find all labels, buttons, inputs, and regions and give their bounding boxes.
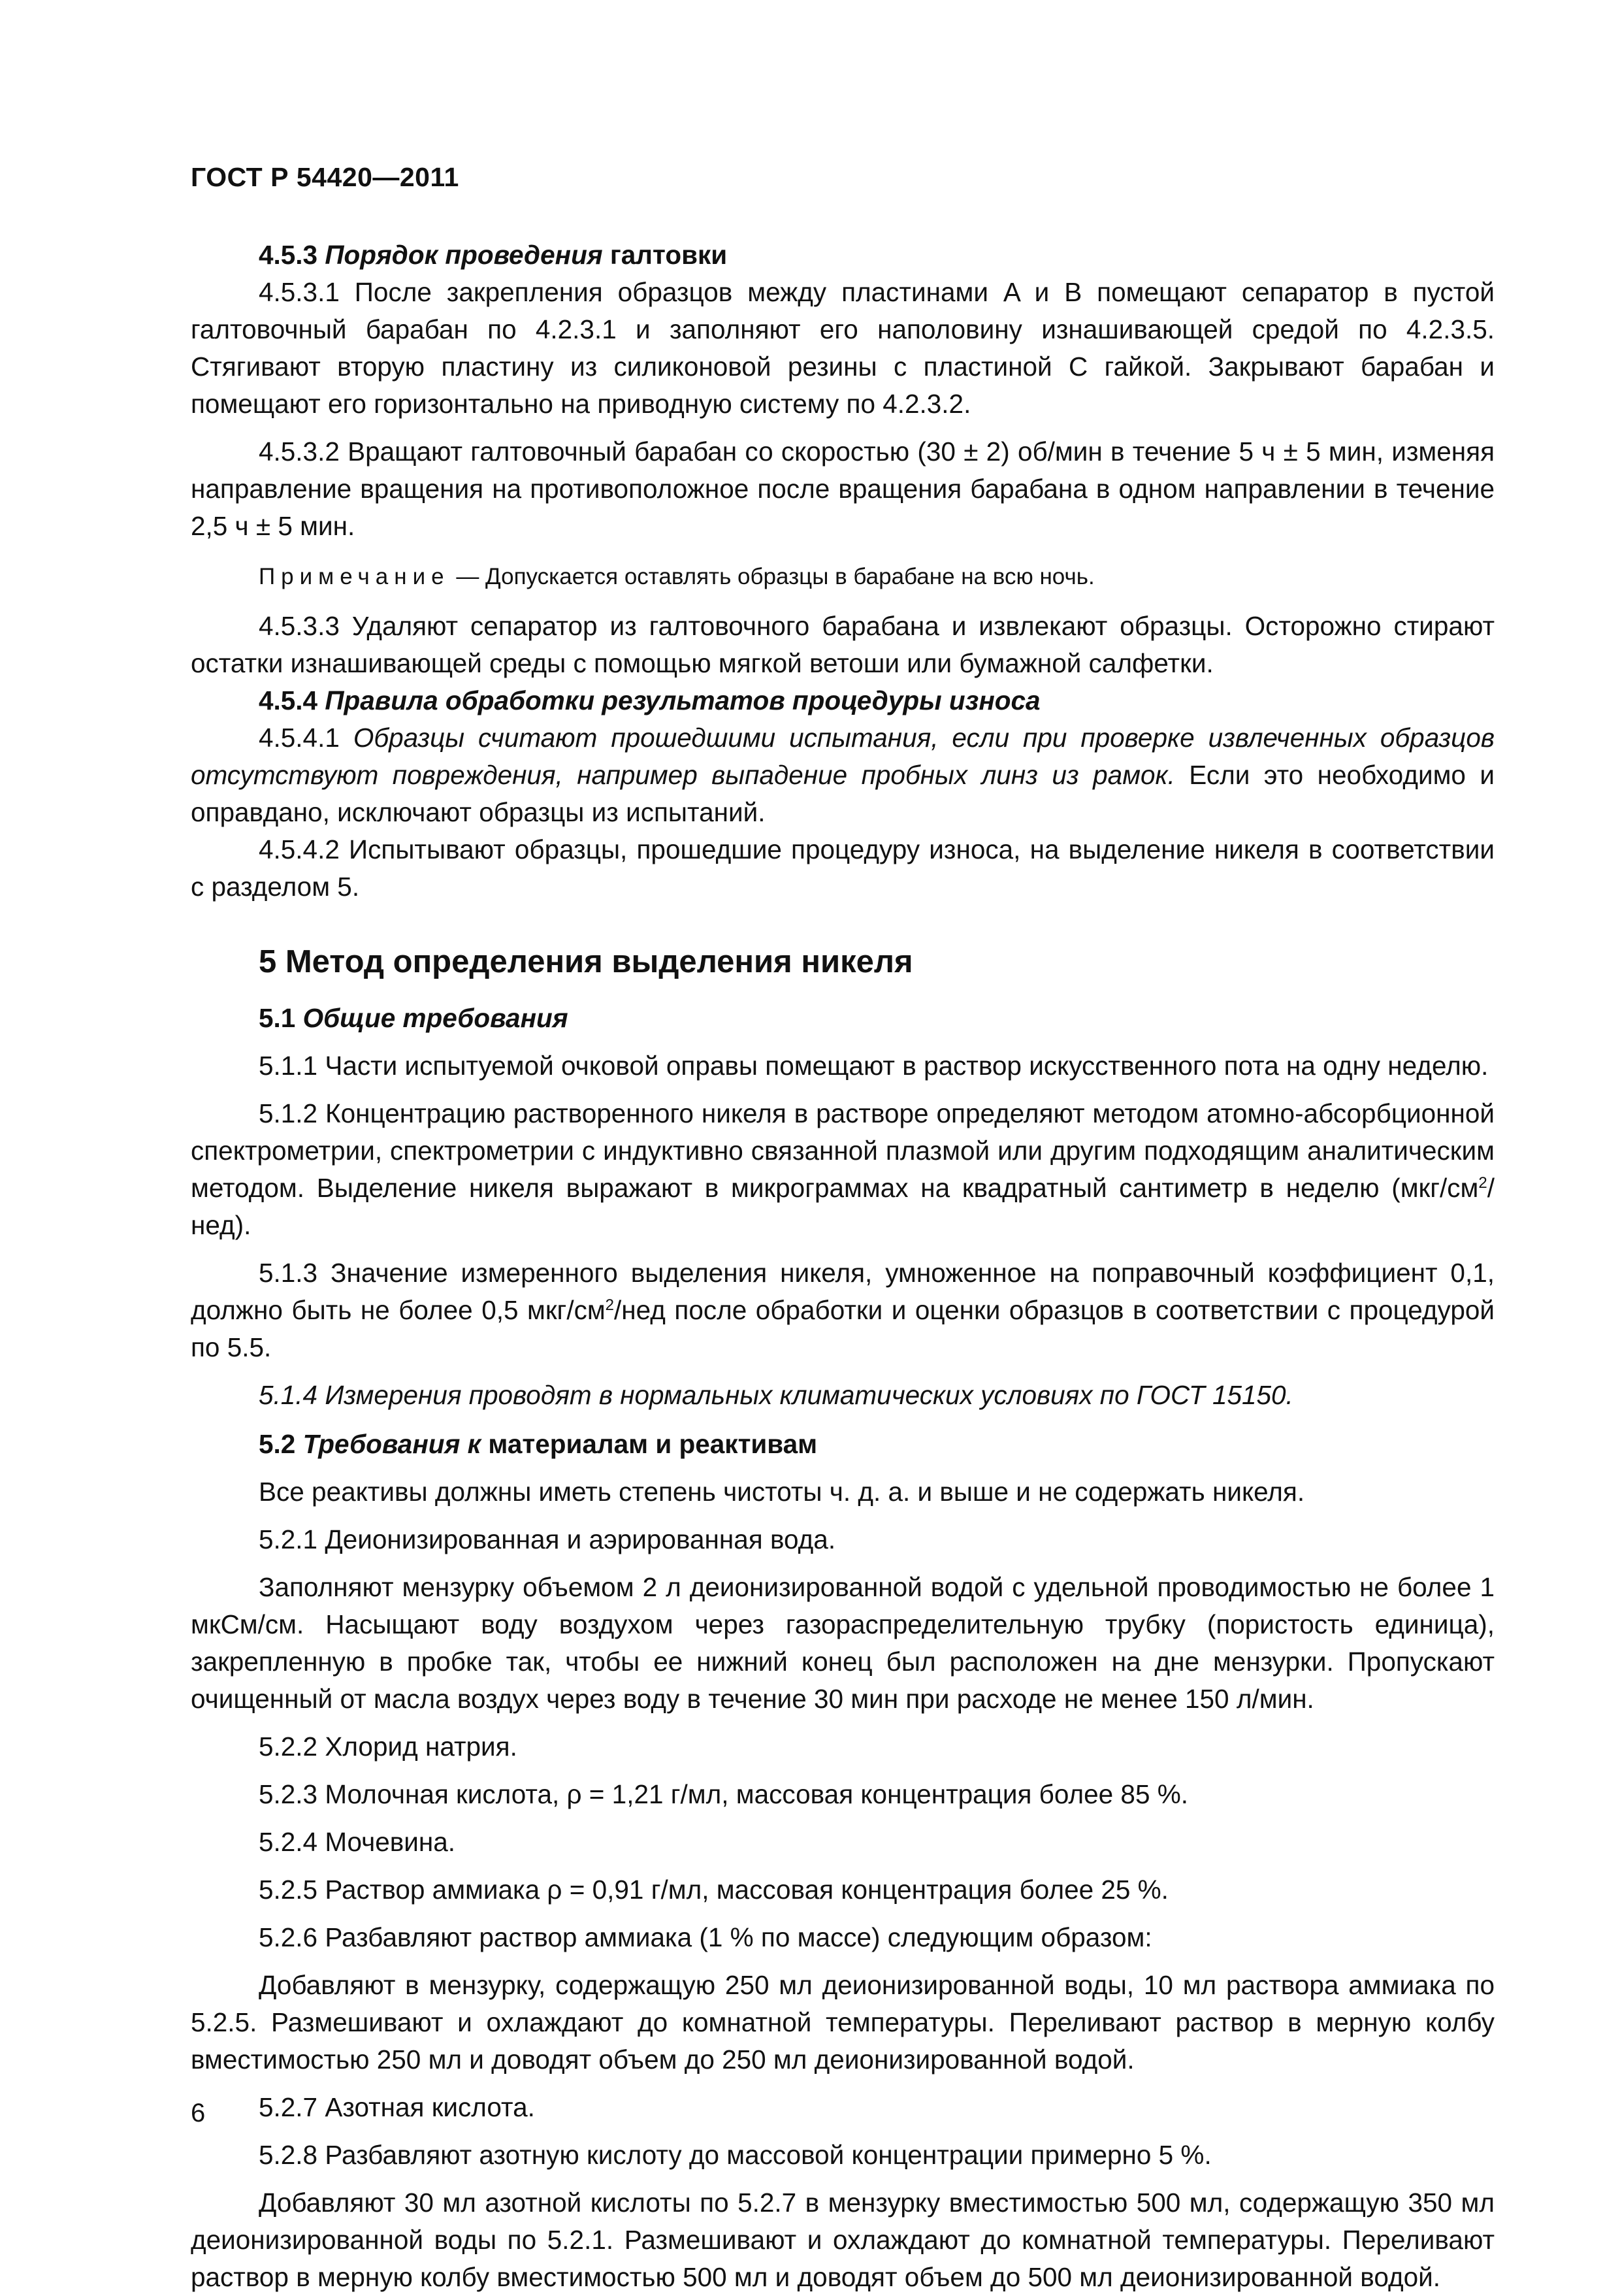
paragraph-5-1-2 — [191, 1095, 1495, 1244]
paragraph-4-5-3-2: 4.5.3.2 Вращают галтовочный барабан со скоростью (30 ± 2) об/мин в течение 5 ч ± 5 мин, изменяя направление вращения на противоположное после вращения барабана в одном направлении в течение 2,5 ч ± 5 мин. — [191, 436, 1495, 541]
section-title-italic: Порядок проведения — [325, 240, 603, 270]
paragraph-4-5-3-1: 4.5.3.1 После закрепления образцов между пластинами A и B помещают сепаратор в пустой галтовочный барабан по 4.2.3.1 и заполняют его наполовину изнашивающей средой по 4.2.3.5. Стягивают вторую пластину из силиконовой резины с пластиной C гайкой. Закрывают барабан и помещают его горизонтально на приводную систему по 4.2.3.2. — [191, 277, 1495, 419]
section-title: Общие требования — [302, 1003, 568, 1033]
paragraph-text: 5.1.3 Значение измеренного выделения никеля, умноженное на поправочный коэффициент 0,1, должно быть не более 0,5 мкг/см — [191, 1258, 1495, 1325]
section-number: 5.2 — [259, 1429, 296, 1459]
paragraph-5-2-6: 5.2.6 Разбавляют раствор аммиака (1 % по массе) следующим образом: — [259, 1922, 1152, 1952]
note — [259, 561, 1495, 593]
section-title-italic: Требования к — [302, 1429, 481, 1459]
paragraph-text: Если это необходимо и оправдано, исключают образцы из испытаний. — [191, 760, 1495, 827]
paragraph-4-5-4-2: 4.5.4.2 Испытывают образцы, прошедшие процедуру износа, на выделение никеля в соответствии с разделом 5. — [191, 834, 1495, 902]
page-body — [191, 237, 1495, 2296]
section-5-1-heading — [259, 1000, 1495, 1037]
paragraph-5-2-5: 5.2.5 Раствор аммиака ρ = 0,91 г/мл, массовая концентрация более 25 %. — [259, 1875, 1169, 1905]
paragraph-5-2-2: 5.2.2 Хлорид натрия. — [259, 1731, 517, 1762]
paragraph-5-2-8: 5.2.8 Разбавляют азотную кислоту до массовой концентрации примерно 5 %. — [259, 2140, 1212, 2170]
section-number: 4.5.3 — [259, 240, 318, 270]
paragraph-tail: /нед после обработки и оценки образцов в соответствии с процедурой по 5.5. — [191, 1295, 1495, 1362]
section-number: 5.1 — [259, 1003, 296, 1033]
section-5-heading: 5 Метод определения выделения никеля — [259, 944, 913, 979]
paragraph-4-5-3-3: 4.5.3.3 Удаляют сепаратор из галтовочного барабана и извлекают образцы. Осторожно стирают остатки изнашивающей среды с помощью мягкой ветоши или бумажной салфетки. — [191, 611, 1495, 678]
paragraph-5-2-1: 5.2.1 Деионизированная и аэрированная вода. — [259, 1524, 836, 1554]
paragraph-5-2-4: 5.2.4 Мочевина. — [259, 1827, 456, 1857]
paragraph-number: 4.5.4.1 — [259, 723, 340, 753]
section-title: Правила обработки результатов процедуры износа — [325, 685, 1041, 715]
paragraph-5-1-3 — [191, 1255, 1495, 1366]
note-label: Примечание — [259, 564, 450, 589]
paragraph-italic-text: Образцы считают прошедшими испытания, если при проверке извлеченных образцов отсутствуют повреждения, например выпадение пробных линз из рамок. — [191, 723, 1495, 790]
section-4-5-4-heading — [259, 682, 1495, 719]
paragraph-text: 5.1.2 Концентрацию растворенного никеля в растворе определяют методом атомно-абсорбционной спектрометрии, спектрометрии с индуктивно связанной плазмой или другим подходящим аналитическим методом. Выделение никеля выражают в микрограммах на квадратный сантиметр в неделю (мкг/см — [191, 1098, 1495, 1203]
section-4-5-3-heading — [259, 237, 1495, 274]
section-title-rest: материалам и реактивам — [481, 1429, 818, 1459]
paragraph-4-5-4-1 — [191, 719, 1495, 831]
note-text: — Допускается оставлять образцы в барабане на всю ночь. — [449, 564, 1095, 589]
paragraph-5-2-1-body: Заполняют мензурку объемом 2 л деионизированной водой с удельной проводимостью не более 1 мкСм/см. Насыщают воду воздухом через газораспределительную трубку (пористость единица), закрепленную в пробке так, чтобы ее нижний конец был расположен на дне мензурки. Пропускают очищенный от масла воздух через воду в течение 30 мин при расходе не менее 150 л/мин. — [191, 1572, 1495, 1714]
section-title-rest: галтовки — [602, 240, 728, 270]
superscript: 2 — [1478, 1174, 1487, 1192]
superscript: 2 — [605, 1296, 615, 1314]
page-number: 6 — [191, 2099, 206, 2127]
paragraph-5-1-4: 5.1.4 Измерения проводят в нормальных климатических условиях по ГОСТ 15150. — [259, 1380, 1293, 1410]
section-5-2-heading — [259, 1426, 1495, 1463]
paragraph-5-2-6-body: Добавляют в мензурку, содержащую 250 мл деионизированной воды, 10 мл раствора аммиака по 5.2.5. Размешивают и охлаждают до комнатной температуры. Переливают раствор в мерную колбу вместимостью 250 мл и доводят объем до 250 мл деионизированной водой. — [191, 1970, 1495, 2075]
paragraph-tail: /нед). — [191, 1173, 1495, 1240]
paragraph-5-2-3: 5.2.3 Молочная кислота, ρ = 1,21 г/мл, массовая концентрация более 85 %. — [259, 1779, 1188, 1809]
paragraph-5-1-1: 5.1.1 Части испытуемой очковой оправы помещают в раствор искусственного пота на одну неделю. — [259, 1051, 1489, 1081]
document-header: ГОСТ Р 54420—2011 — [191, 162, 459, 192]
paragraph-5-2-8-body: Добавляют 30 мл азотной кислоты по 5.2.7 в мензурку вместимостью 500 мл, содержащую 350 мл деионизированной воды по 5.2.1. Размешивают и охлаждают до комнатной температуры. Переливают раствор в мерную колбу вместимостью 500 мл и доводят объем до 500 мл деионизированной водой. — [191, 2188, 1495, 2292]
paragraph-5-2-intro: Все реактивы должны иметь степень чистоты ч. д. а. и выше и не содержать никеля. — [259, 1477, 1305, 1507]
section-number: 4.5.4 — [259, 685, 318, 715]
paragraph-5-2-7: 5.2.7 Азотная кислота. — [259, 2092, 535, 2122]
